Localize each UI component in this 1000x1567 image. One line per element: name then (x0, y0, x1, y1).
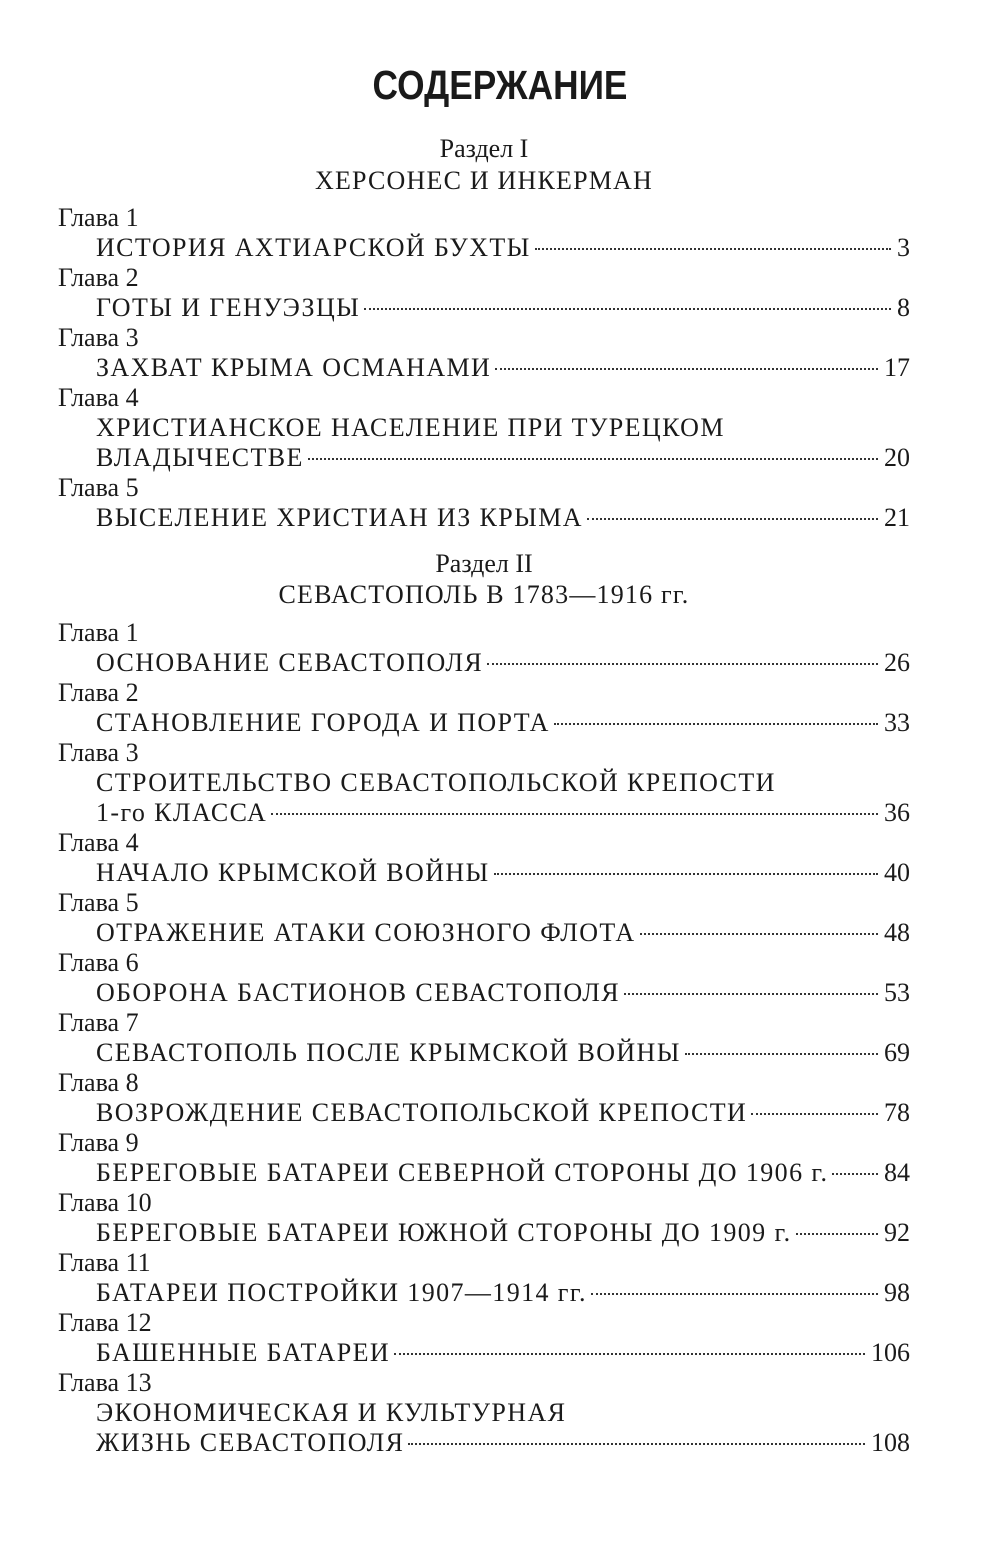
chapter-label: Глава 7 (58, 1008, 139, 1037)
chapter-entry (96, 233, 910, 263)
chapter-title-line: ХРИСТИАНСКОЕ НАСЕЛЕНИЕ ПРИ ТУРЕЦКОМ (96, 413, 725, 442)
section-title: СЕВАСТОПОЛЬ В 1783—1916 гг. (278, 580, 690, 609)
chapter-label: Глава 13 (58, 1368, 152, 1397)
page-number: 92 (884, 1218, 910, 1247)
chapter-entry (96, 978, 910, 1008)
chapter-entry (96, 1158, 910, 1188)
chapter-title: ОСНОВАНИЕ СЕВАСТОПОЛЯ (96, 648, 484, 677)
chapter-entry (96, 858, 910, 888)
chapter-title-line: СТРОИТЕЛЬСТВО СЕВАСТОПОЛЬСКОЙ КРЕПОСТИ (96, 768, 776, 797)
chapter-title: ВЛАДЫЧЕСТВЕ (96, 443, 304, 472)
chapter-label: Глава 1 (58, 618, 139, 647)
chapter-label: Глава 9 (58, 1128, 139, 1157)
chapter-entry (96, 503, 910, 533)
chapter-title: ГОТЫ И ГЕНУЭЗЦЫ (96, 293, 361, 322)
chapter-label: Глава 3 (58, 323, 139, 352)
dot-leader (394, 1353, 865, 1355)
chapter-title: НАЧАЛО КРЫМСКОЙ ВОЙНЫ (96, 858, 490, 887)
section-label: Раздел II (435, 549, 533, 578)
chapter-title: ОБОРОНА БАСТИОНОВ СЕВАСТОПОЛЯ (96, 978, 621, 1007)
dot-leader (554, 723, 878, 725)
dot-leader (640, 933, 878, 935)
chapter-entry (96, 1278, 910, 1308)
chapter-title: ЗАХВАТ КРЫМА ОСМАНАМИ (96, 353, 492, 382)
page-number: 26 (884, 648, 910, 677)
dot-leader (364, 308, 891, 310)
dot-leader (408, 1443, 865, 1445)
dot-leader (624, 993, 878, 995)
chapter-title: ВОЗРОЖДЕНИЕ СЕВАСТОПОЛЬСКОЙ КРЕПОСТИ (96, 1098, 748, 1127)
page-number: 98 (884, 1278, 910, 1307)
page-number: 48 (884, 918, 910, 947)
chapter-label: Глава 2 (58, 678, 139, 707)
dot-leader (685, 1053, 878, 1055)
chapter-title: БАШЕННЫЕ БАТАРЕИ (96, 1338, 391, 1367)
chapter-title: ИСТОРИЯ АХТИАРСКОЙ БУХТЫ (96, 233, 531, 262)
chapter-label: Глава 8 (58, 1068, 139, 1097)
chapter-entry (96, 1098, 910, 1128)
chapter-title-line: ЭКОНОМИЧЕСКАЯ И КУЛЬТУРНАЯ (96, 1398, 567, 1427)
section-label: Раздел I (439, 134, 529, 163)
chapter-entry (96, 798, 910, 828)
chapter-entry (96, 1038, 910, 1068)
page-number: 20 (884, 443, 910, 472)
page-number: 106 (871, 1338, 910, 1367)
chapter-label: Глава 1 (58, 203, 139, 232)
dot-leader (271, 813, 878, 815)
page-number: 84 (884, 1158, 910, 1187)
page-title: СОДЕРЖАНИЕ (372, 62, 628, 108)
chapter-entry (96, 648, 910, 678)
page-number: 3 (897, 233, 910, 262)
dot-leader (487, 663, 878, 665)
chapter-title: ОТРАЖЕНИЕ АТАКИ СОЮЗНОГО ФЛОТА (96, 918, 636, 947)
chapter-title: СЕВАСТОПОЛЬ ПОСЛЕ КРЫМСКОЙ ВОЙНЫ (96, 1038, 681, 1067)
chapter-title: БЕРЕГОВЫЕ БАТАРЕИ СЕВЕРНОЙ СТОРОНЫ ДО 1906 г. (96, 1158, 829, 1187)
chapter-label: Глава 2 (58, 263, 139, 292)
chapter-title: СТАНОВЛЕНИЕ ГОРОДА И ПОРТА (96, 708, 550, 737)
chapter-label: Глава 4 (58, 828, 139, 857)
page-number: 36 (884, 798, 910, 827)
chapter-label: Глава 5 (58, 473, 139, 502)
chapter-label: Глава 12 (58, 1308, 152, 1337)
chapter-label: Глава 6 (58, 948, 139, 977)
chapter-title: 1-го КЛАССА (96, 798, 268, 827)
chapter-entry (96, 708, 910, 738)
page-number: 40 (884, 858, 910, 887)
dot-leader (751, 1113, 878, 1115)
page-number: 21 (884, 503, 910, 532)
dot-leader (494, 873, 878, 875)
dot-leader (535, 248, 891, 250)
chapter-entry (96, 918, 910, 948)
chapter-entry (96, 1218, 910, 1248)
page-number: 33 (884, 708, 910, 737)
page-number: 78 (884, 1098, 910, 1127)
chapter-label: Глава 5 (58, 888, 139, 917)
dot-leader (308, 458, 878, 460)
dot-leader (832, 1173, 878, 1175)
chapter-label: Глава 4 (58, 383, 139, 412)
page-number: 108 (871, 1428, 910, 1457)
chapter-label: Глава 11 (58, 1248, 151, 1277)
chapter-entry (96, 353, 910, 383)
page-number: 69 (884, 1038, 910, 1067)
chapter-label: Глава 3 (58, 738, 139, 767)
dot-leader (591, 1293, 878, 1295)
chapter-entry (96, 293, 910, 323)
chapter-entry (96, 1428, 910, 1458)
chapter-title: БЕРЕГОВЫЕ БАТАРЕИ ЮЖНОЙ СТОРОНЫ ДО 1909 г. (96, 1218, 792, 1247)
chapter-title: ЖИЗНЬ СЕВАСТОПОЛЯ (96, 1428, 405, 1457)
page-number: 8 (897, 293, 910, 322)
dot-leader (495, 368, 878, 370)
section-title: ХЕРСОНЕС И ИНКЕРМАН (314, 166, 654, 195)
page-number: 17 (884, 353, 910, 382)
chapter-title: БАТАРЕИ ПОСТРОЙКИ 1907—1914 гг. (96, 1278, 587, 1307)
chapter-label: Глава 10 (58, 1188, 152, 1217)
chapter-entry (96, 1338, 910, 1368)
dot-leader (796, 1233, 878, 1235)
chapter-title: ВЫСЕЛЕНИЕ ХРИСТИАН ИЗ КРЫМА (96, 503, 583, 532)
page-number: 53 (884, 978, 910, 1007)
dot-leader (587, 518, 878, 520)
chapter-entry (96, 443, 910, 473)
